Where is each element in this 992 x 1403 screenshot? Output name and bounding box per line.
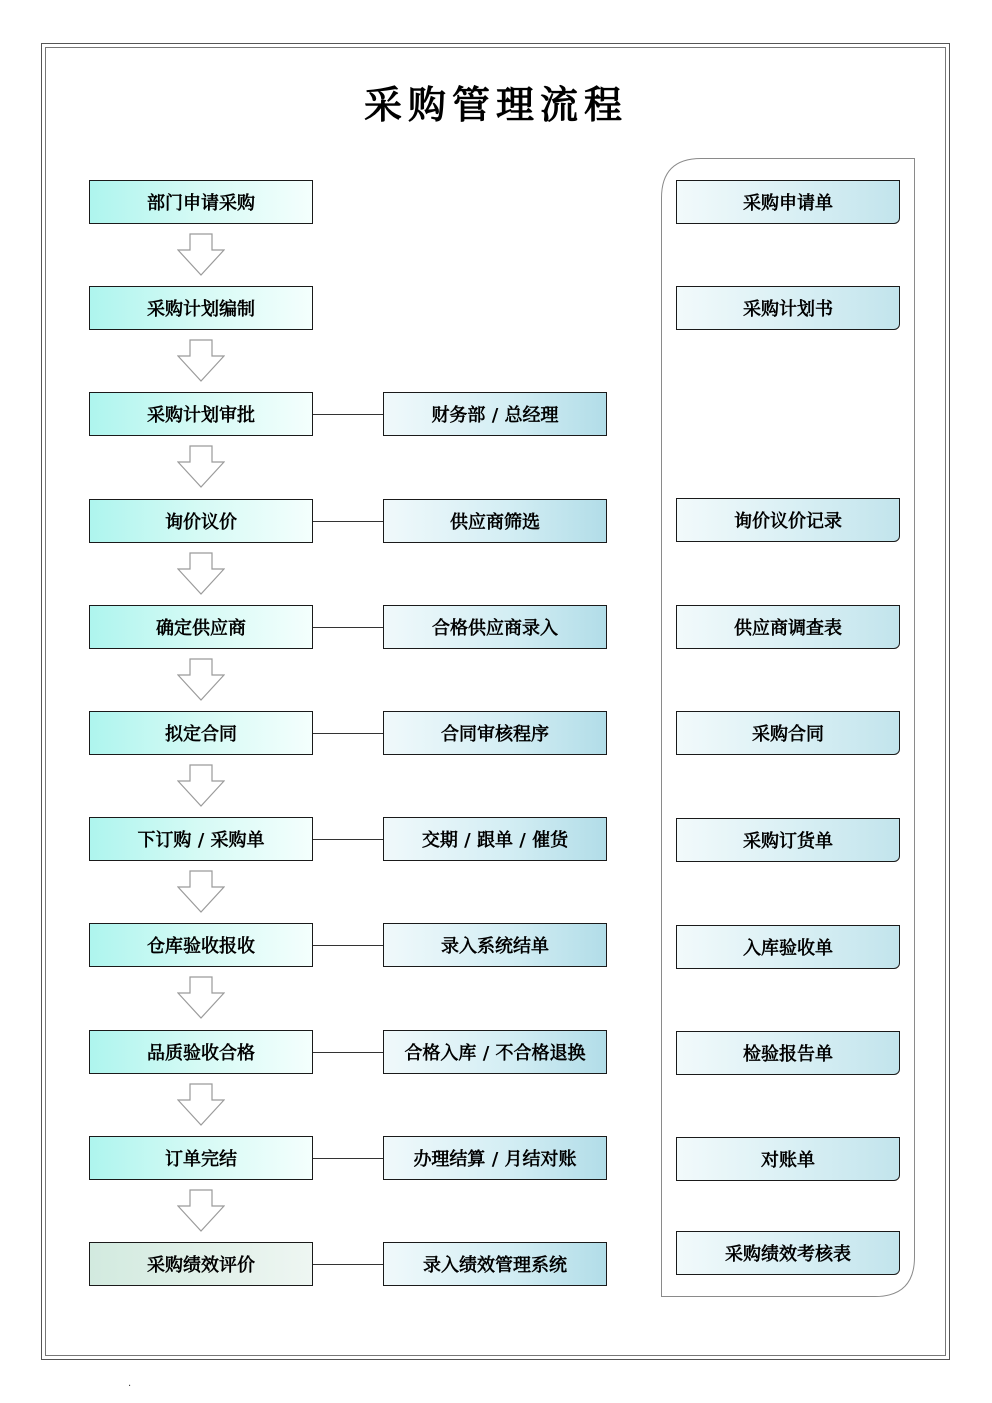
- down-arrow-icon: [177, 764, 225, 807]
- connector-line: [313, 521, 383, 522]
- document-box: [676, 286, 900, 330]
- connector-line: [313, 1052, 383, 1053]
- process-step-box: [89, 711, 313, 755]
- down-arrow-icon: [177, 339, 225, 382]
- process-step-box: [89, 286, 313, 330]
- process-step-box: [89, 1242, 313, 1286]
- down-arrow-icon: [177, 1189, 225, 1232]
- connector-line: [313, 839, 383, 840]
- process-step-label: 仓库验收报收: [147, 936, 255, 957]
- process-step-label: 订单完结: [165, 1149, 237, 1170]
- responsible-action-label: 供应商筛选: [450, 512, 540, 533]
- process-step-box: [89, 1030, 313, 1074]
- connector-line: [313, 627, 383, 628]
- responsible-action-box: [383, 923, 607, 967]
- responsible-action-box: [383, 605, 607, 649]
- process-step-box: [89, 392, 313, 436]
- document-box: [676, 818, 900, 862]
- process-step-label: 拟定合同: [165, 724, 237, 745]
- document-box: [676, 1137, 900, 1181]
- process-step-box: [89, 1136, 313, 1180]
- responsible-action-box: [383, 1136, 607, 1180]
- process-step-box: [89, 180, 313, 224]
- process-step-label: 部门申请采购: [147, 193, 255, 214]
- responsible-action-box: [383, 499, 607, 543]
- document-label: 采购合同: [752, 724, 824, 745]
- process-step-box: [89, 499, 313, 543]
- connector-line: [313, 414, 383, 415]
- document-box: [676, 1231, 900, 1275]
- process-step-label: 采购计划审批: [147, 405, 255, 426]
- process-step-box: [89, 605, 313, 649]
- responsible-action-label: 交期 / 跟单 / 催货: [421, 830, 569, 851]
- document-label: 入库验收单: [743, 938, 833, 959]
- document-label: 采购绩效考核表: [725, 1244, 851, 1265]
- responsible-action-box: [383, 711, 607, 755]
- document-box: [676, 498, 900, 542]
- responsible-action-label: 财务部 / 总经理: [431, 405, 559, 426]
- down-arrow-icon: [177, 976, 225, 1019]
- down-arrow-icon: [177, 445, 225, 488]
- responsible-action-box: [383, 392, 607, 436]
- down-arrow-icon: [177, 233, 225, 276]
- down-arrow-icon: [177, 870, 225, 913]
- process-step-label: 采购绩效评价: [147, 1255, 255, 1276]
- document-label: 供应商调查表: [734, 618, 842, 639]
- process-step-label: 确定供应商: [156, 618, 246, 639]
- document-box: [676, 711, 900, 755]
- document-label: 采购订货单: [743, 831, 833, 852]
- responsible-action-box: [383, 1242, 607, 1286]
- process-step-box: [89, 923, 313, 967]
- document-box: [676, 925, 900, 969]
- document-box: [676, 605, 900, 649]
- process-step-label: 品质验收合格: [147, 1043, 255, 1064]
- connector-line: [313, 1158, 383, 1159]
- responsible-action-label: 合格供应商录入: [432, 618, 558, 639]
- responsible-action-label: 录入系统结单: [441, 936, 549, 957]
- process-step-label: 下订购 / 采购单: [137, 830, 265, 851]
- responsible-action-label: 合同审核程序: [441, 724, 549, 745]
- down-arrow-icon: [177, 658, 225, 701]
- document-box: [676, 180, 900, 224]
- connector-line: [313, 733, 383, 734]
- document-label: 询价议价记录: [734, 511, 842, 532]
- process-step-box: [89, 817, 313, 861]
- process-step-label: 询价议价: [165, 512, 237, 533]
- responsible-action-box: [383, 817, 607, 861]
- responsible-action-label: 办理结算 / 月结对账: [413, 1149, 577, 1170]
- connector-line: [313, 1264, 383, 1265]
- document-label: 采购计划书: [743, 299, 833, 320]
- document-box: [676, 1031, 900, 1075]
- process-step-label: 采购计划编制: [147, 299, 255, 320]
- connector-line: [313, 945, 383, 946]
- down-arrow-icon: [177, 1083, 225, 1126]
- responsible-action-label: 录入绩效管理系统: [423, 1255, 567, 1276]
- document-label: 采购申请单: [743, 193, 833, 214]
- responsible-action-box: [383, 1030, 607, 1074]
- document-label: 对账单: [761, 1150, 815, 1171]
- footer-mark: .: [128, 1378, 132, 1389]
- down-arrow-icon: [177, 552, 225, 595]
- responsible-action-label: 合格入库 / 不合格退换: [404, 1043, 586, 1064]
- document-label: 检验报告单: [743, 1044, 833, 1065]
- page-title: 采购管理流程: [363, 82, 628, 127]
